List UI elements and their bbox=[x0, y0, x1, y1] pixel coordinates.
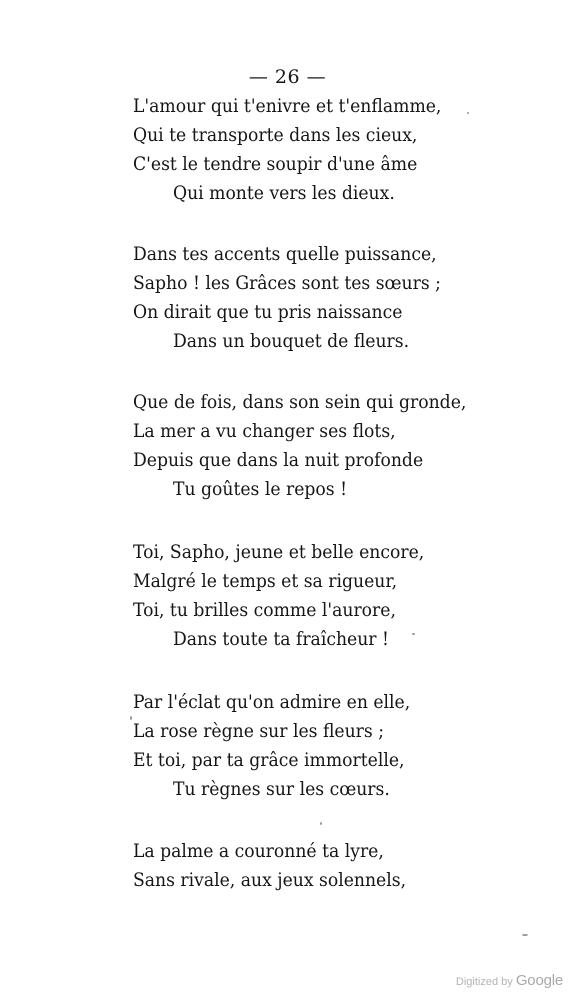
poem-line-indented: Tu règnes sur les cœurs. bbox=[172, 779, 390, 800]
stanza bbox=[0, 240, 575, 356]
poem-line-indented: Dans un bouquet de fleurs. bbox=[172, 331, 410, 352]
poem-line: Que de fois, dans son sein qui gronde, bbox=[132, 392, 467, 413]
poem-line: La rose règne sur les fleurs ; bbox=[132, 721, 385, 742]
scan-speck bbox=[467, 112, 469, 114]
poem-line: Dans tes accents quelle puissance, bbox=[132, 244, 437, 265]
poem-line: Par l'éclat qu'on admire en elle, bbox=[132, 692, 411, 713]
poem-line: On dirait que tu pris naissance bbox=[132, 302, 403, 323]
stanza bbox=[0, 688, 575, 804]
stanza bbox=[0, 388, 575, 504]
watermark-prefix: Digitized by bbox=[455, 976, 513, 988]
stanza bbox=[0, 837, 575, 895]
poem-line: La palme a couronné ta lyre, bbox=[132, 841, 384, 862]
poem-line: Et toi, par ta grâce immortelle, bbox=[132, 750, 405, 771]
poem-line: Qui te transporte dans les cieux, bbox=[132, 125, 418, 146]
poem-line-indented: Qui monte vers les dieux. bbox=[172, 183, 395, 204]
poem-line: Malgré le temps et sa rigueur, bbox=[132, 571, 398, 592]
stanza bbox=[0, 538, 575, 654]
poem-line: Sans rivale, aux jeux solennels, bbox=[132, 870, 407, 891]
poem-body bbox=[0, 92, 575, 928]
poem-line: L'amour qui t'enivre et t'enflamme, bbox=[132, 96, 442, 117]
poem-line: La mer a vu changer ses flots, bbox=[132, 421, 396, 442]
stanza bbox=[0, 92, 575, 208]
scan-speck bbox=[130, 716, 132, 720]
poem-line: C'est le tendre soupir d'une âme bbox=[132, 154, 418, 175]
poem-line: Sapho ! les Grâces sont tes sœurs ; bbox=[132, 273, 441, 294]
poem-line: Toi, Sapho, jeune et belle encore, bbox=[132, 542, 425, 563]
scan-speck bbox=[320, 822, 322, 825]
page-number: — 26 — bbox=[248, 66, 327, 88]
scan-speck bbox=[522, 934, 528, 936]
scan-speck bbox=[412, 633, 415, 635]
digitized-watermark bbox=[456, 973, 563, 990]
poem-line-indented: Dans toute ta fraîcheur ! bbox=[172, 629, 389, 650]
poem-line-indented: Tu goûtes le repos ! bbox=[172, 479, 348, 500]
poem-line: Toi, tu brilles comme l'aurore, bbox=[132, 600, 396, 621]
poem-line: Depuis que dans la nuit profonde bbox=[132, 450, 424, 471]
google-logo: Google bbox=[515, 972, 563, 989]
